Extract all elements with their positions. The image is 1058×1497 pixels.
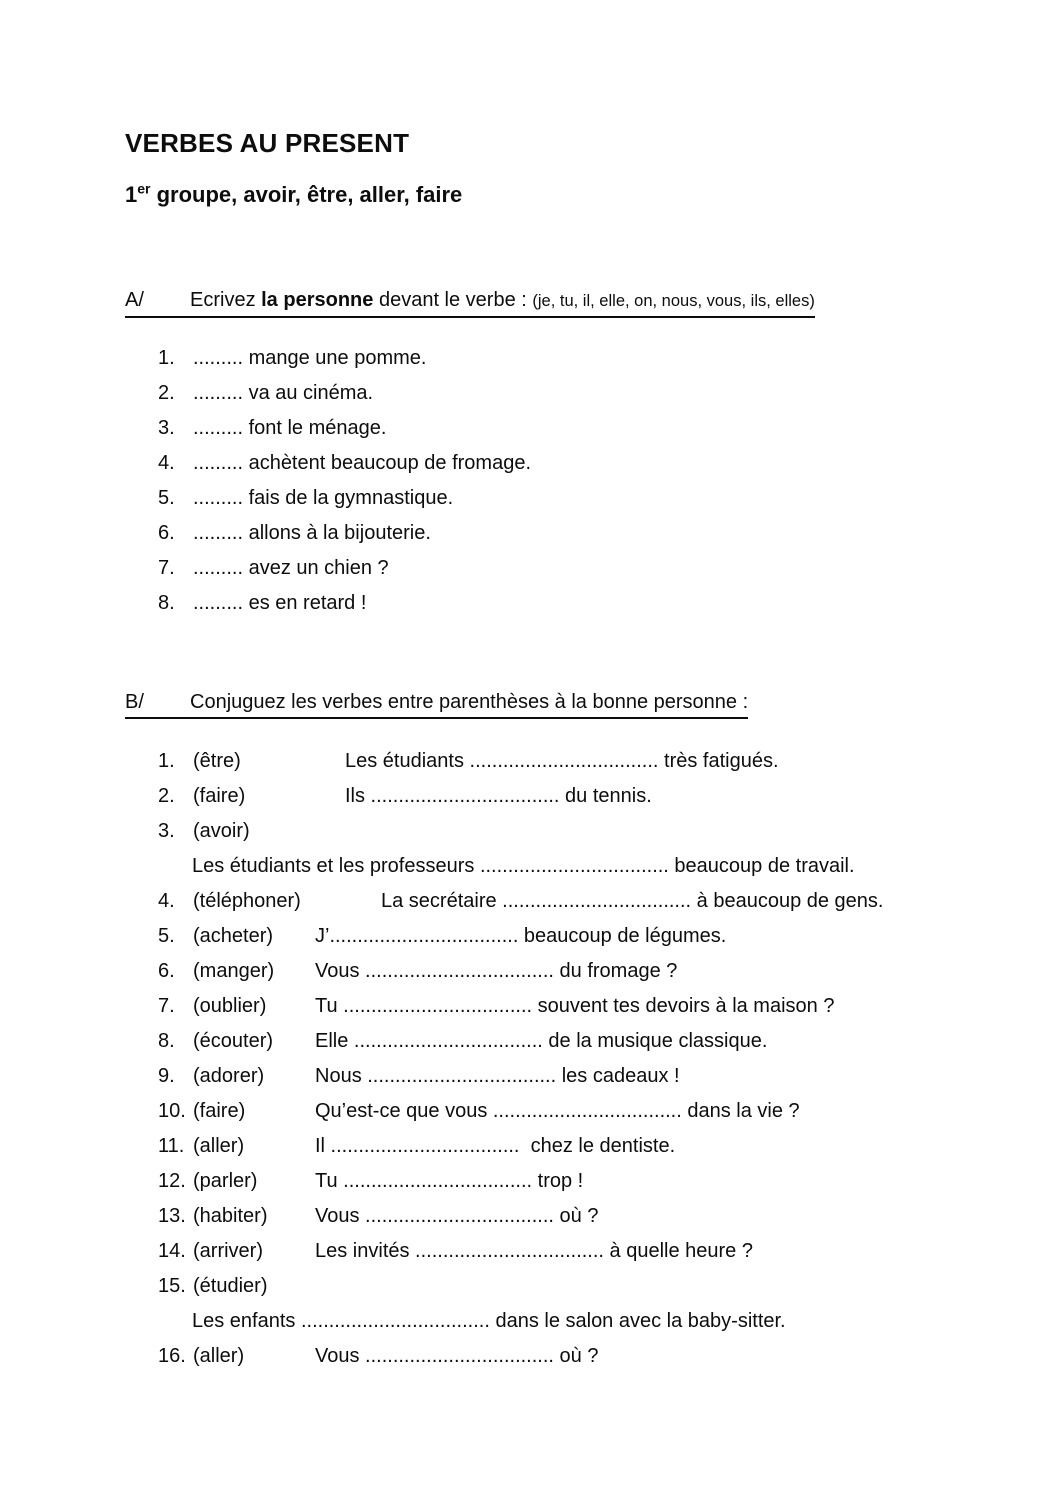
section-b-header (125, 689, 748, 719)
section-a-label: A/ (125, 289, 144, 311)
exercise-a-item (158, 376, 940, 411)
page-subtitle (125, 181, 940, 209)
item-number: 8. (158, 592, 175, 614)
item-number: 4. (158, 452, 175, 474)
exercise-b-item (158, 779, 940, 814)
item-text: ......... fais de la gymnastique. (193, 487, 454, 509)
item-number: 5. (158, 487, 175, 509)
item-number: 1. (158, 347, 175, 369)
exercise-b-item (158, 1024, 940, 1059)
item-number: 3. (158, 417, 175, 439)
exercise-b-item (158, 884, 940, 919)
exercise-a-list (125, 341, 940, 621)
item-verb: (étudier) (193, 1275, 268, 1297)
item-sentence: Vous .................................. où ? (315, 1345, 599, 1367)
item-number: 12. (158, 1170, 186, 1192)
item-number: 10. (158, 1100, 186, 1122)
item-sentence: Il .................................. chez le dentiste. (315, 1135, 676, 1157)
item-verb: (habiter) (193, 1205, 268, 1227)
item-sentence: Les étudiants .................................. très fatigués. (345, 750, 779, 772)
exercise-b-item (158, 814, 940, 849)
item-number: 14. (158, 1240, 186, 1262)
item-number: 11. (158, 1135, 185, 1157)
exercise-b-item (158, 1094, 940, 1129)
item-verb: (faire) (193, 1100, 246, 1122)
item-verb: (aller) (193, 1135, 245, 1157)
item-verb: (acheter) (193, 925, 274, 947)
item-number: 2. (158, 382, 175, 404)
exercise-b-item (158, 989, 940, 1024)
item-number: 5. (158, 925, 181, 947)
section-a-pronoun-hint: (je, tu, il, elle, on, nous, vous, ils, elles) (532, 292, 815, 310)
item-number: 3. (158, 820, 181, 842)
exercise-b-item (158, 1199, 940, 1234)
section-b-label: B/ (125, 691, 144, 713)
item-number: 6. (158, 960, 181, 982)
exercise-b-item (158, 954, 940, 989)
item-verb: (être) (193, 750, 241, 772)
exercise-b-item (158, 1234, 940, 1269)
section-a-header (125, 287, 815, 318)
item-number: 8. (158, 1030, 181, 1052)
item-text: ......... va au cinéma. (193, 382, 374, 404)
section-a-instruction-end: devant le verbe : (373, 289, 533, 311)
item-number: 2. (158, 785, 181, 807)
item-verb: (écouter) (193, 1030, 274, 1052)
section-a-instruction-start: Ecrivez (190, 289, 262, 311)
exercise-a-item (158, 551, 940, 586)
item-sentence: Vous .................................. où ? (315, 1205, 599, 1227)
item-verb: (adorer) (193, 1065, 265, 1087)
item-sentence: Elle .................................. de la musique classique. (315, 1030, 768, 1052)
item-text: ......... mange une pomme. (193, 347, 427, 369)
item-verb: (arriver) (193, 1240, 263, 1262)
item-number: 15. (158, 1275, 186, 1297)
exercise-b-item (158, 1059, 940, 1094)
exercise-b-item (158, 1269, 940, 1304)
exercise-b-item (158, 1129, 940, 1164)
item-number: 9. (158, 1065, 181, 1087)
item-number: 7. (158, 995, 181, 1017)
exercise-b-item (158, 1339, 940, 1374)
item-verb: (faire) (193, 785, 246, 807)
item-verb: (aller) (193, 1345, 245, 1367)
ordinal-suffix: er (137, 180, 151, 197)
item-text: ......... achètent beaucoup de fromage. (193, 452, 531, 474)
exercise-b-item-continuation: Les étudiants et les professeurs .................................. beaucoup de travail. (192, 855, 855, 877)
item-verb: (parler) (193, 1170, 258, 1192)
item-number: 4. (158, 890, 181, 912)
item-verb: (oublier) (193, 995, 267, 1017)
item-sentence: J’.................................. beaucoup de légumes. (315, 925, 727, 947)
subtitle-text: groupe, avoir, être, aller, faire (150, 182, 463, 207)
item-text: ......... es en retard ! (193, 592, 367, 614)
item-number: 16. (158, 1345, 186, 1367)
item-verb: (téléphoner) (193, 890, 301, 912)
exercise-b-item (158, 1164, 940, 1199)
exercise-a-item (158, 446, 940, 481)
section-a-instruction-bold: la personne (261, 289, 374, 311)
item-verb: (manger) (193, 960, 275, 982)
item-text: ......... avez un chien ? (193, 557, 389, 579)
item-verb: (avoir) (193, 820, 250, 842)
exercise-a-item (158, 481, 940, 516)
item-sentence: Tu .................................. trop ! (315, 1170, 584, 1192)
item-sentence: Qu’est-ce que vous .................................. dans la vie ? (315, 1100, 800, 1122)
item-sentence: Vous .................................. du fromage ? (315, 960, 678, 982)
item-number: 6. (158, 522, 175, 544)
item-sentence: Nous .................................. les cadeaux ! (315, 1065, 680, 1087)
exercise-a-item (158, 586, 940, 621)
item-sentence: Tu .................................. souvent tes devoirs à la maison ? (315, 995, 835, 1017)
exercise-b-item (158, 919, 940, 954)
item-text: ......... allons à la bijouterie. (193, 522, 431, 544)
item-number: 1. (158, 750, 181, 772)
exercise-b-item (158, 744, 940, 779)
item-sentence: Les invités .................................. à quelle heure ? (315, 1240, 753, 1262)
item-number: 7. (158, 557, 175, 579)
exercise-b-list (125, 744, 940, 1374)
section-b-instruction: Conjuguez les verbes entre parenthèses à la bonne personne : (190, 691, 749, 713)
exercise-a-item (158, 516, 940, 551)
item-sentence: Ils .................................. du tennis. (345, 785, 652, 807)
page-title: VERBES AU PRESENT (125, 128, 410, 158)
exercise-a-item (158, 411, 940, 446)
subtitle-number: 1 (125, 182, 138, 207)
item-text: ......... font le ménage. (193, 417, 387, 439)
exercise-a-item (158, 341, 940, 376)
item-number: 13. (158, 1205, 186, 1227)
item-sentence: La secrétaire .................................. à beaucoup de gens. (381, 890, 884, 912)
exercise-b-item-continuation: Les enfants .................................. dans le salon avec la baby-sitter. (192, 1310, 786, 1332)
